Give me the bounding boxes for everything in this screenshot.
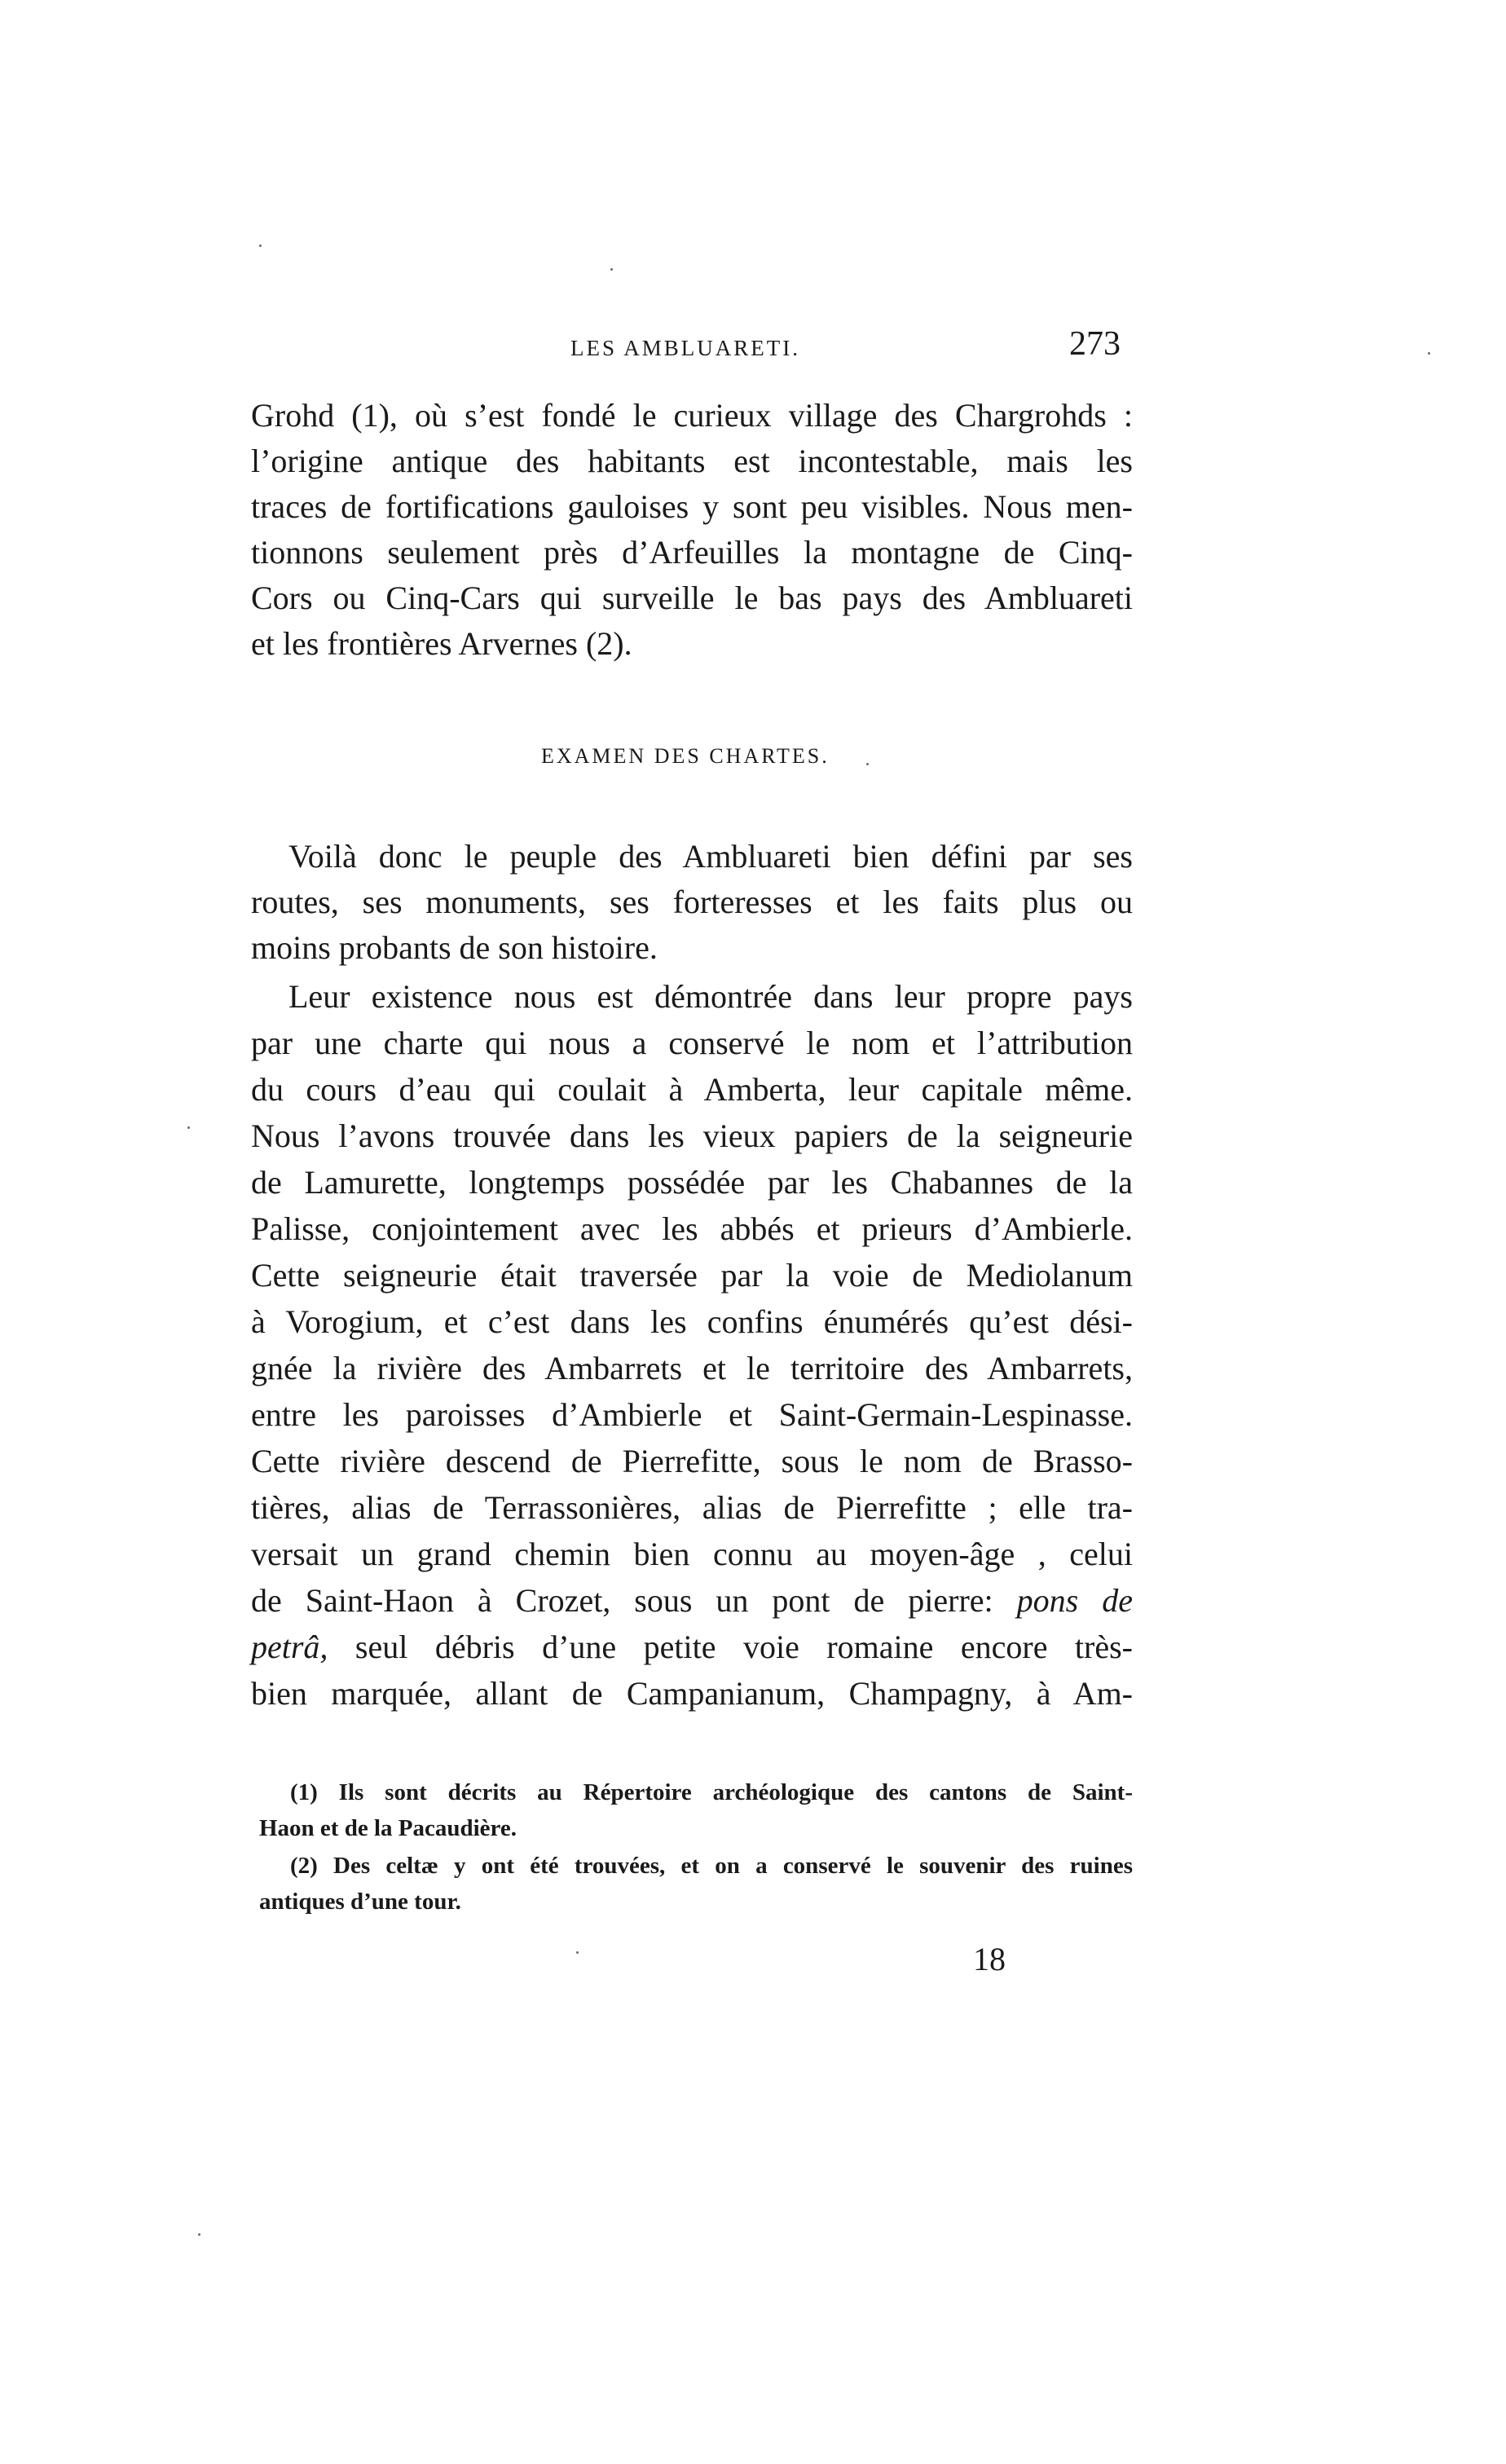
scan-speck: [259, 245, 262, 247]
text-line: Grohd (1), où s’est fondé le curieux village des Chargrohds :: [251, 397, 1133, 434]
text-line: gnée la rivière des Ambarrets et le territoire des Ambarrets,: [251, 1350, 1133, 1386]
signature-mark: 18: [973, 1941, 1006, 1977]
text-line: Cette rivière descend de Pierrefitte, sous le nom de Brasso-: [251, 1443, 1133, 1479]
text-line: Leur existence nous est démontrée dans leur propre pays: [288, 978, 1133, 1015]
text-line: à Vorogium, et c’est dans les confins énumérés qu’est dési-: [251, 1303, 1133, 1340]
footnote-line: (2) Des celtæ y ont été trouvées, et on a conservé le souvenir des ruines: [290, 1853, 1133, 1879]
text-line: Voilà donc le peuple des Ambluareti bien défini par ses: [288, 838, 1133, 875]
text-line: du cours d’eau qui coulait à Amberta, leur capitale même.: [251, 1071, 1133, 1108]
text-line: traces de fortifications gauloises y sont peu visibles. Nous men-: [251, 488, 1133, 525]
page-number: 273: [1069, 325, 1121, 363]
scan-speck: [610, 268, 613, 271]
text-line: par une charte qui nous a conservé le nom et l’attribution: [251, 1025, 1133, 1061]
footnote-line: Haon et de la Pacaudière.: [259, 1815, 517, 1841]
latin-phrase: pons de: [1016, 1582, 1133, 1619]
footnote-line: (1) Ils sont décrits au Répertoire archéologique des cantons de Saint-: [290, 1779, 1133, 1805]
text-line: bien marquée, allant de Campanianum, Champagny, à Am-: [251, 1675, 1133, 1712]
text-span: de Saint-Haon à Crozet, sous un pont de pierre:: [251, 1582, 993, 1619]
text-line: l’origine antique des habitants est incontestable, mais les: [251, 443, 1133, 479]
scan-speck: [1428, 352, 1430, 355]
text-line: entre les paroisses d’Ambierle et Saint-Germain-Lespinasse.: [251, 1396, 1133, 1433]
text-line: de Lamurette, longtemps possédée par les Chabannes de la: [251, 1164, 1133, 1201]
text-span: seul débris d’une petite voie romaine encore très-: [328, 1629, 1133, 1665]
scan-speck: [187, 1126, 190, 1129]
section-title: EXAMEN DES CHARTES.: [541, 744, 830, 768]
scan-speck: [576, 1951, 579, 1954]
scan-speck: [866, 763, 869, 765]
latin-phrase: petrâ,: [251, 1629, 328, 1665]
text-line: routes, ses monuments, ses forteresses et les faits plus ou: [251, 884, 1133, 920]
text-line-with-latin: [251, 1578, 1133, 1624]
text-line-with-latin: [251, 1624, 1133, 1670]
scan-speck: [198, 2233, 200, 2236]
text-line: Cors ou Cinq-Cars qui surveille le bas pays des Ambluareti: [251, 580, 1133, 616]
text-line: moins probants de son histoire.: [251, 929, 658, 966]
text-line: et les frontières Arvernes (2).: [251, 625, 632, 662]
running-title: LES AMBLUARETI.: [570, 336, 801, 360]
text-line: Palisse, conjointement avec les abbés et prieurs d’Ambierle.: [251, 1210, 1133, 1247]
footnote-line: antiques d’une tour.: [259, 1889, 461, 1915]
text-line: tières, alias de Terrassonières, alias de Pierrefitte ; elle tra-: [251, 1489, 1133, 1526]
text-line: Cette seigneurie était traversée par la voie de Mediolanum: [251, 1257, 1133, 1294]
text-line: versait un grand chemin bien connu au moyen-âge , celui: [251, 1536, 1133, 1572]
text-line: tionnons seulement près d’Arfeuilles la montagne de Cinq-: [251, 534, 1133, 571]
text-line: Nous l’avons trouvée dans les vieux papiers de la seigneurie: [251, 1117, 1133, 1154]
